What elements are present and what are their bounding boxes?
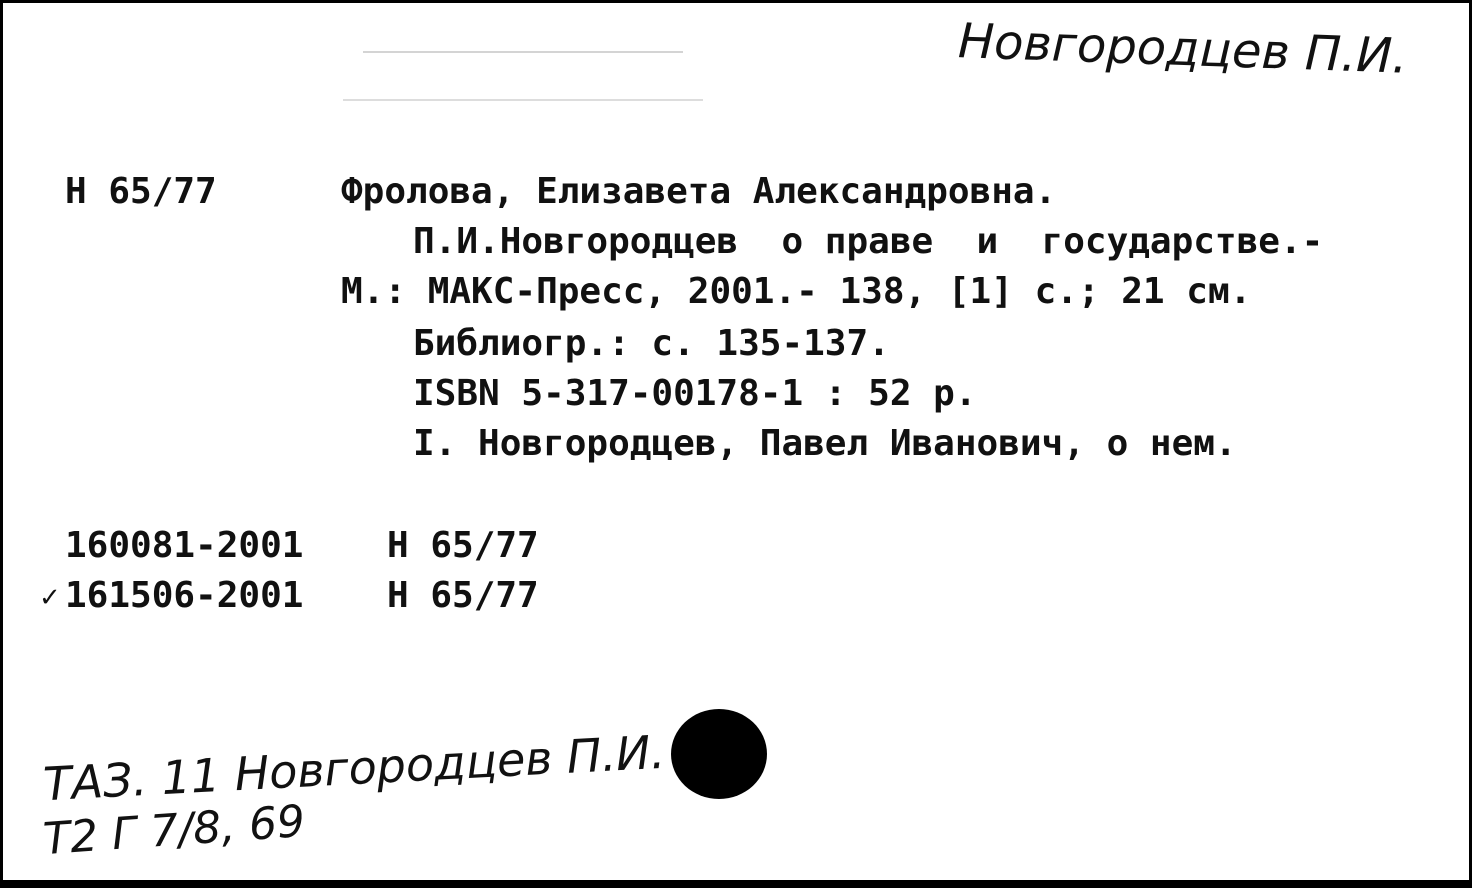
title-line-2: М.: МАКС-Пресс, 2001.- 138, [1] с.; 21 см. <box>341 271 1252 312</box>
scan-speckle <box>363 51 683 53</box>
handwritten-footer-line-2: Т2 Г 7/8, 69 <box>41 795 307 866</box>
title-line-1: П.И.Новгородцев о праве и государстве.- <box>413 221 1324 262</box>
call-number: Н 65/77 <box>65 171 217 212</box>
isbn-line: ISBN 5-317-00178-1 : 52 р. <box>413 373 977 414</box>
check-mark: ✓ <box>39 583 61 613</box>
inventory-shelf: Н 65/77 <box>387 525 539 566</box>
handwritten-header: Новгородцев П.И. <box>957 13 1409 85</box>
scan-speckle <box>343 99 703 101</box>
subject-line: I. Новгородцев, Павел Иванович, о нем. <box>413 423 1237 464</box>
bibliography-line: Библиогр.: с. 135-137. <box>413 323 890 364</box>
punch-hole <box>671 709 767 799</box>
inventory-number: 160081-2001 <box>65 525 304 566</box>
author-line: Фролова, Елизавета Александровна. <box>341 171 1057 212</box>
inventory-shelf: Н 65/77 <box>387 575 539 616</box>
handwritten-footer-line-1: ТАЗ. 11 Новгородцев П.И. <box>42 724 667 812</box>
inventory-number: 161506-2001 <box>65 575 304 616</box>
